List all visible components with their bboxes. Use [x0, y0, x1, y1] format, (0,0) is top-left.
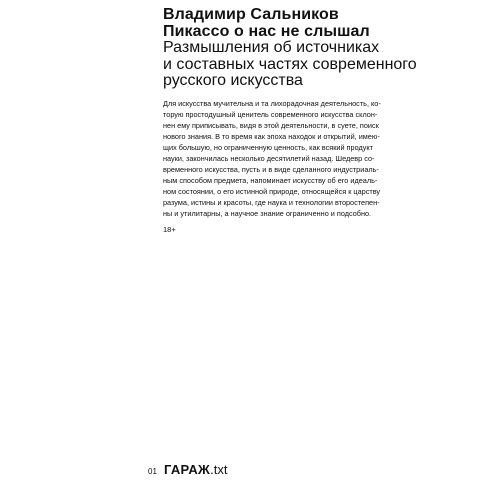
annotation-line: щих большую, но ограниченную ценность, как всякий продукт: [163, 143, 373, 152]
publisher-logo-suffix: .txt: [210, 462, 228, 477]
page-number: 01: [148, 467, 157, 476]
annotation-line: ны и утилитарны, а научное знание ограниченно и подсобно.: [163, 209, 372, 218]
book-subtitle-line-2: и составных частях современного: [163, 55, 417, 73]
annotation-line: науки, закончилась несколько десятилетий назад. Шедевр со-: [163, 154, 375, 163]
annotation-line: разума, истины и красоты, где наука и технологии второстепен-: [163, 198, 380, 207]
annotation-line: ном состоянии, о его истинной природе, относящейся к царству: [163, 187, 381, 196]
author-name: Владимир Сальников: [163, 6, 339, 23]
annotation-line: нового знания. В то время как эпоха находок и открытий, имею-: [163, 132, 380, 141]
book-heading: [163, 6, 483, 90]
publisher-logo: ГАРАЖ: [164, 462, 211, 477]
annotation-text: [163, 98, 479, 219]
annotation-line: торую простодушный ценитель современного искусства склон-: [163, 110, 378, 119]
book-title: Пикассо о нас не слышал: [163, 23, 370, 40]
annotation-line: Для искусства мучительна и та лихорадочная деятельность, ко-: [163, 99, 381, 108]
annotation-line: ным способом предмета, напоминает искусству об его идеаль-: [163, 176, 378, 185]
page-footer: [148, 462, 227, 477]
age-rating: 18+: [163, 225, 176, 234]
book-subtitle-line-3: русского искусства: [163, 72, 303, 89]
annotation-line: нен ему приписывать, видя в этой деятельности, в суете, поиск: [163, 121, 379, 130]
annotation-line: временного искусства, пусть и в виде сделанного индустриаль-: [163, 165, 379, 174]
book-subtitle-line-1: Размышления об источниках: [163, 39, 380, 56]
